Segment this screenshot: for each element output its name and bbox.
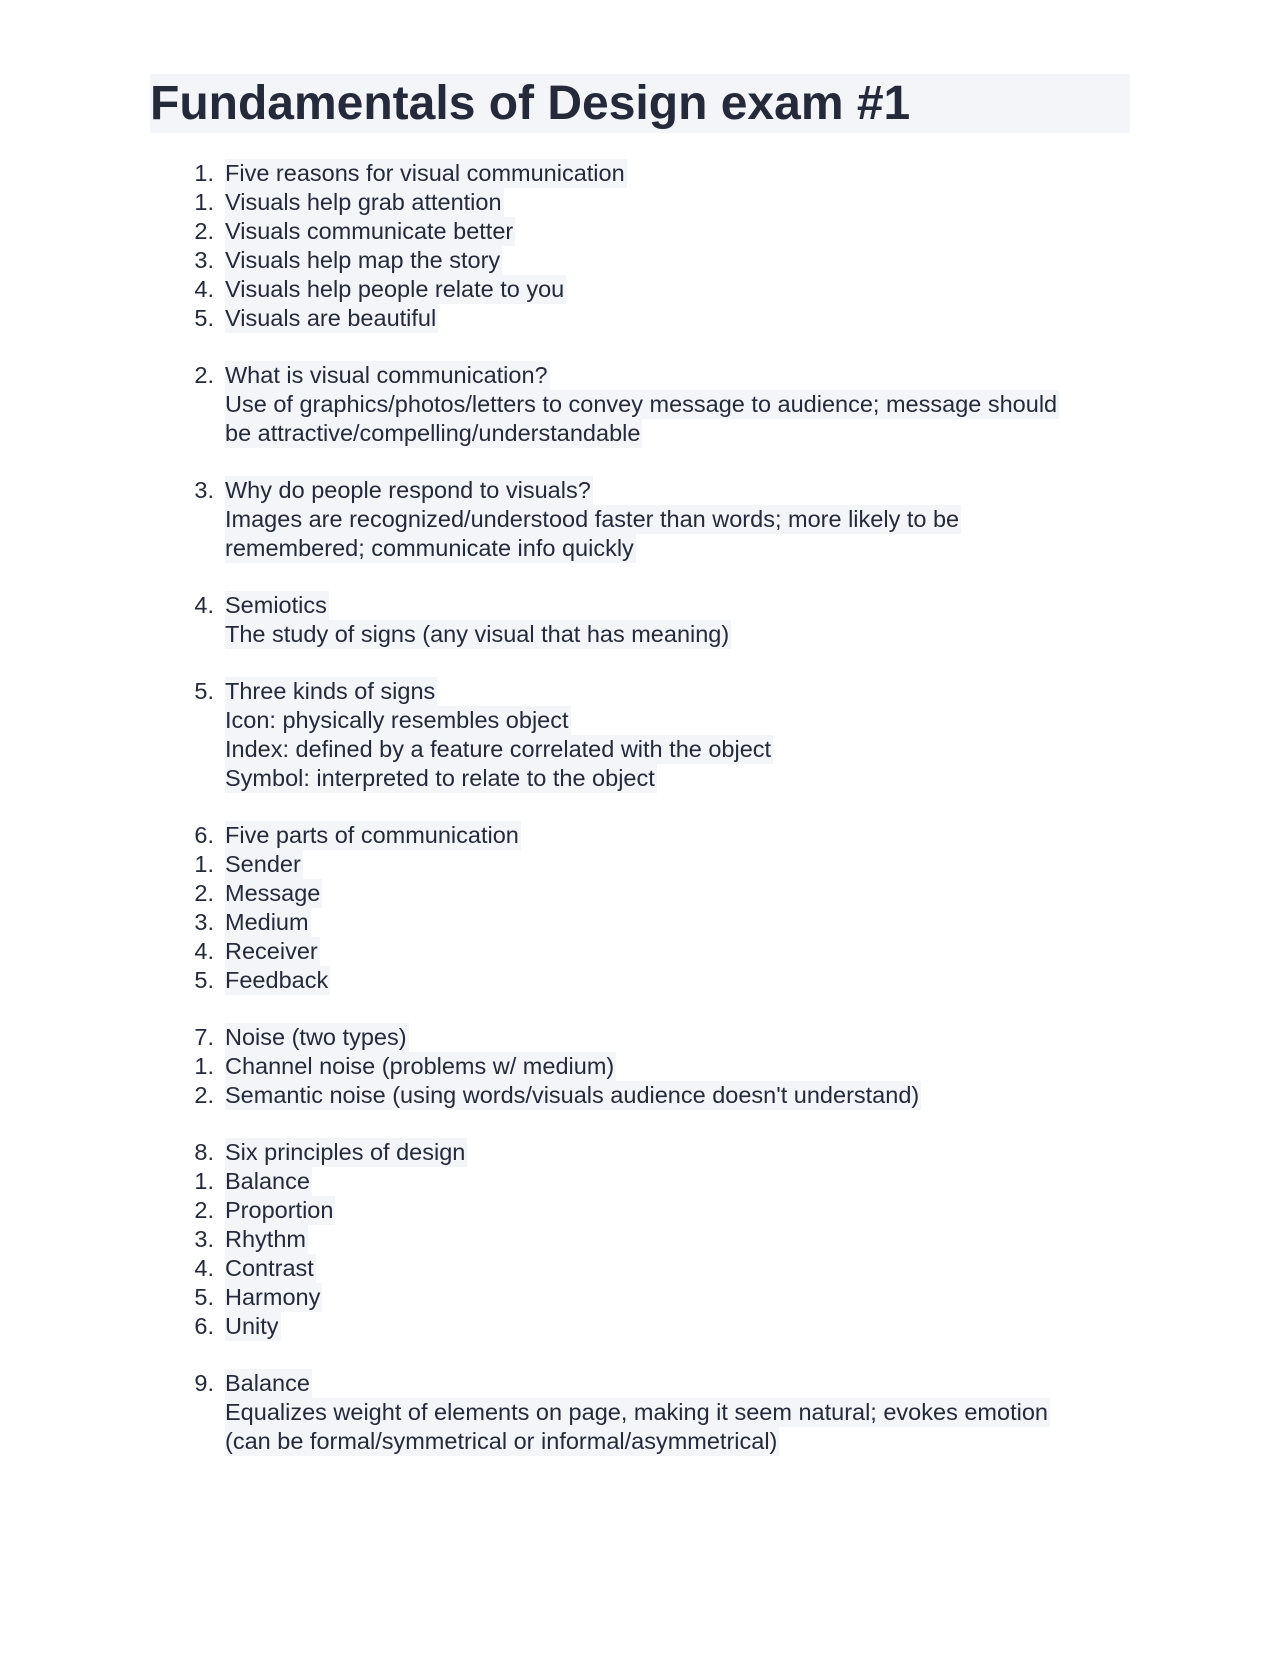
list-item [150, 476, 1130, 505]
list-item [150, 1196, 1130, 1225]
section-gap [150, 1341, 1130, 1369]
item-text: Icon: physically resembles object [225, 707, 569, 733]
item-text: Message [225, 880, 321, 906]
item-number: 6. [194, 822, 214, 848]
item-text: The study of signs (any visual that has meaning) [225, 621, 730, 647]
item-text: Five reasons for visual communication [225, 160, 625, 186]
item-number: 1. [194, 1168, 214, 1194]
item-text: Semantic noise (using words/visuals audience doesn't understand) [225, 1082, 920, 1108]
section-gap [150, 448, 1130, 476]
section-gap [150, 563, 1130, 591]
item-text: Symbol: interpreted to relate to the object [225, 765, 655, 791]
item-number: 5. [194, 678, 214, 704]
item-text: Sender [225, 851, 301, 877]
list-item [150, 1369, 1130, 1398]
list-item [150, 1427, 1130, 1456]
item-number: 2. [194, 362, 214, 388]
list-item [150, 534, 1130, 563]
item-text: Medium [225, 909, 309, 935]
section-gap [150, 995, 1130, 1023]
item-text: Proportion [225, 1197, 334, 1223]
item-number: 4. [194, 276, 214, 302]
list-item [150, 1254, 1130, 1283]
item-text: Three kinds of signs [225, 678, 436, 704]
list-item [150, 419, 1130, 448]
item-number: 1. [194, 1053, 214, 1079]
item-number: 2. [194, 880, 214, 906]
item-text: Images are recognized/understood faster than words; more likely to be [225, 506, 960, 532]
list-item [150, 1225, 1130, 1254]
item-text: Why do people respond to visuals? [225, 477, 591, 503]
list-item [150, 159, 1130, 188]
list-item [150, 505, 1130, 534]
item-number: 2. [194, 218, 214, 244]
item-number: 3. [194, 247, 214, 273]
list-item [150, 217, 1130, 246]
item-text: Balance [225, 1370, 310, 1396]
list-item [150, 908, 1130, 937]
list-item [150, 1167, 1130, 1196]
item-text: Balance [225, 1168, 310, 1194]
item-number: 2. [194, 1197, 214, 1223]
list-item [150, 188, 1130, 217]
item-number: 5. [194, 1284, 214, 1310]
item-number: 1. [194, 189, 214, 215]
item-text: Visuals help people relate to you [225, 276, 565, 302]
item-number: 8. [194, 1139, 214, 1165]
list-item [150, 1138, 1130, 1167]
item-text: Channel noise (problems w/ medium) [225, 1053, 615, 1079]
item-number: 5. [194, 967, 214, 993]
item-number: 7. [194, 1024, 214, 1050]
section-gap [150, 1110, 1130, 1138]
item-number: 6. [194, 1313, 214, 1339]
item-number: 4. [194, 1255, 214, 1281]
list-item [150, 591, 1130, 620]
item-text: Visuals are beautiful [225, 305, 437, 331]
section-gap [150, 333, 1130, 361]
item-text: Five parts of communication [225, 822, 519, 848]
list-item [150, 1312, 1130, 1341]
item-number: 3. [194, 477, 214, 503]
item-number: 9. [194, 1370, 214, 1396]
list-item [150, 821, 1130, 850]
item-number: 1. [194, 160, 214, 186]
item-text: Rhythm [225, 1226, 306, 1252]
item-text: Visuals communicate better [225, 218, 514, 244]
item-number: 1. [194, 851, 214, 877]
list-item [150, 879, 1130, 908]
list-item [150, 966, 1130, 995]
item-number: 4. [194, 592, 214, 618]
item-text: Equalizes weight of elements on page, making it seem natural; evokes emotion [225, 1399, 1048, 1425]
list-item [150, 1081, 1130, 1110]
list-item [150, 361, 1130, 390]
item-text: Feedback [225, 967, 329, 993]
list-item [150, 706, 1130, 735]
item-text: Receiver [225, 938, 318, 964]
list-item [150, 620, 1130, 649]
list-item [150, 304, 1130, 333]
item-number: 4. [194, 938, 214, 964]
list-item [150, 246, 1130, 275]
item-text: Contrast [225, 1255, 314, 1281]
section-gap [150, 793, 1130, 821]
list-item [150, 390, 1130, 419]
item-text: be attractive/compelling/understandable [225, 420, 641, 446]
item-text: Unity [225, 1313, 279, 1339]
list-item [150, 1398, 1130, 1427]
item-text: Visuals help map the story [225, 247, 501, 273]
item-text: Visuals help grab attention [225, 189, 502, 215]
item-number: 3. [194, 1226, 214, 1252]
list-item [150, 677, 1130, 706]
item-text: (can be formal/symmetrical or informal/asymmetrical) [225, 1428, 778, 1454]
list-item [150, 1023, 1130, 1052]
item-text: Semiotics [225, 592, 327, 618]
document-page [150, 74, 1130, 1456]
section-gap [150, 649, 1130, 677]
item-number: 5. [194, 305, 214, 331]
item-number: 2. [194, 1082, 214, 1108]
list-item [150, 1283, 1130, 1312]
list-item [150, 735, 1130, 764]
item-text: Six principles of design [225, 1139, 466, 1165]
item-text: Index: defined by a feature correlated with the object [225, 736, 772, 762]
item-text: Noise (two types) [225, 1024, 407, 1050]
page-title: Fundamentals of Design exam #1 [150, 74, 1130, 133]
list-item [150, 937, 1130, 966]
item-number: 3. [194, 909, 214, 935]
list-item [150, 1052, 1130, 1081]
item-text: remembered; communicate info quickly [225, 535, 634, 561]
list-item [150, 764, 1130, 793]
list-item [150, 275, 1130, 304]
item-text: Harmony [225, 1284, 321, 1310]
item-text: What is visual communication? [225, 362, 548, 388]
list-item [150, 850, 1130, 879]
notes-list [150, 159, 1130, 1456]
item-text: Use of graphics/photos/letters to convey message to audience; message should [225, 391, 1058, 417]
